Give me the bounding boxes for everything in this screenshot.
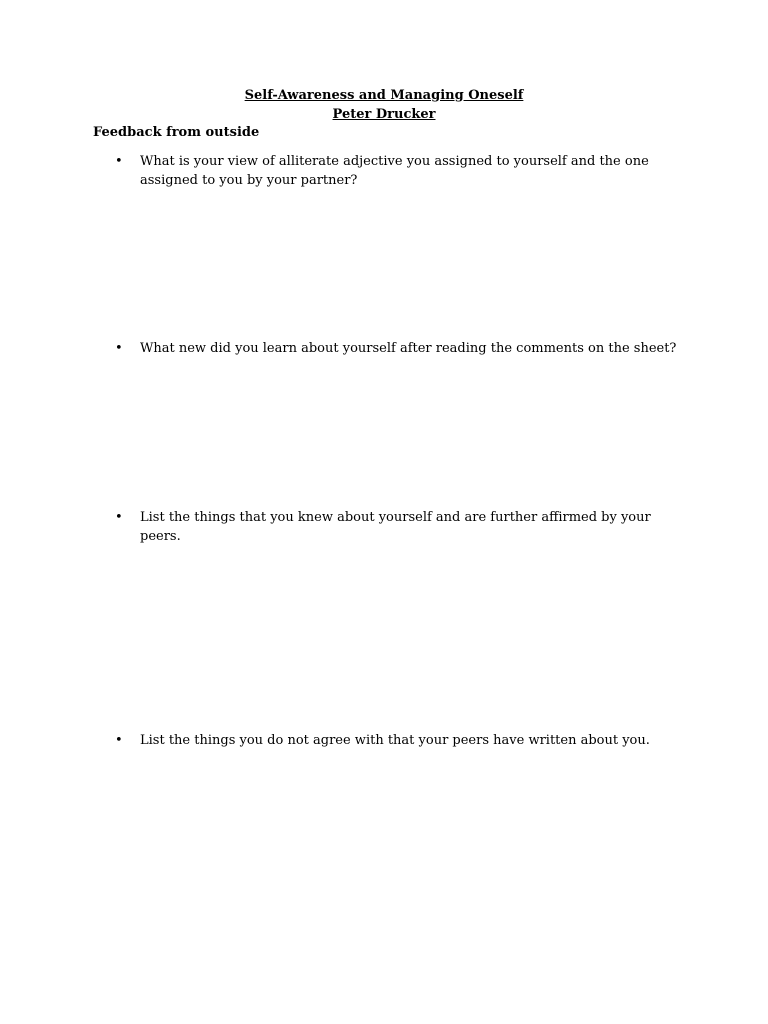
question-text-4: List the things you do not agree with that your peers have written about you. [140,733,650,748]
question-text-2: What new did you learn about yourself after reading the comments on the sheet? [140,341,677,356]
section-heading: Feedback from outside [93,125,260,140]
page-subtitle: Peter Drucker [332,107,436,122]
bullet-icon: • [115,733,123,748]
question-text-3: List the things that you knew about yourself and are further affirmed by your peers. [140,510,651,544]
bullet-icon: • [115,154,123,169]
page-title: Self-Awareness and Managing Oneself [244,88,524,103]
question-text-1: What is your view of alliterate adjective you assigned to yourself and the one assigned to you by your partner? [140,154,649,188]
bullet-icon: • [115,341,123,356]
bullet-icon: • [115,510,123,525]
